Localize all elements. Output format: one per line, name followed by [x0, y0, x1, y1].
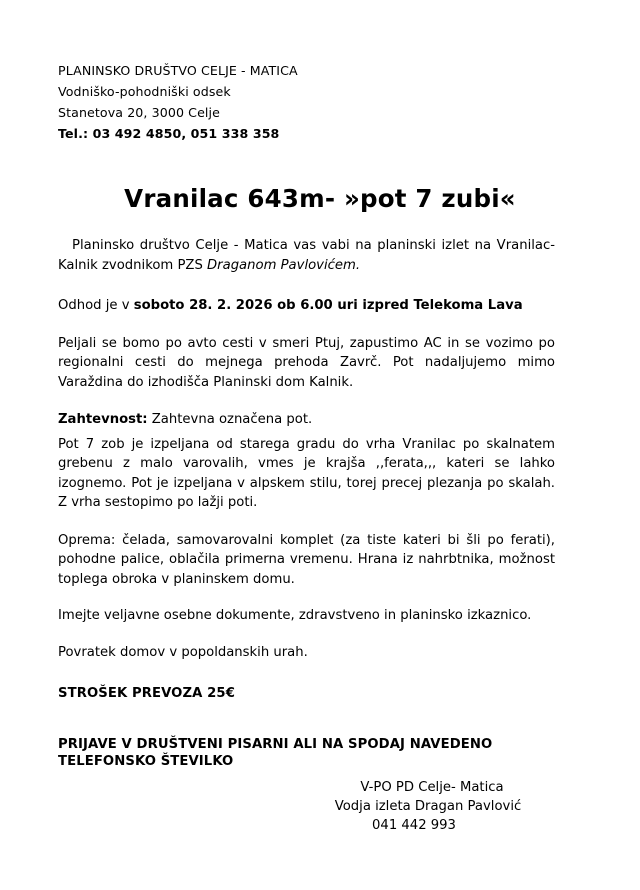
document-body [58, 236, 555, 771]
description-paragraph: Pot 7 zob je izpeljana od starega gradu do vrha Vranilac po skalnatem grebenu z malo varovalih, vmes je krajša ,,ferata,,, kateri se lahko izognemo. Pot je izpeljana v alpskem stilu, torej precej plezanja po skalah. Z vrha sestopimo po lažji poti. [58, 436, 555, 510]
departure-prefix: Odhod je v [58, 298, 134, 313]
intro-text: Planinsko društvo Celje - Matica vas vabi na planinski izlet na Vranilac-Kalnik zvodnikom PZS [58, 238, 555, 273]
signature-leader: Vodja izleta Dragan Pavlović [334, 799, 522, 814]
route-paragraph: Peljali se bomo po avto cesti v smeri Ptuj, zapustimo AC in se vozimo po regionalni cesti do mejnega prehoda Zavrč. Pot nadaljujemo mimo Varaždina do izhodišča Planinski dom Kalnik. [58, 335, 555, 390]
return-paragraph: Povratek domov v popoldanskih urah. [58, 644, 308, 660]
page-title: Vranilac 643m- »pot 7 zubi« [124, 184, 516, 213]
intro-paragraph [58, 236, 555, 275]
difficulty-value: Zahtevna označena pot. [147, 412, 313, 427]
departure-paragraph [58, 296, 555, 316]
letterhead [58, 60, 558, 144]
difficulty-paragraph [58, 410, 555, 430]
signature-block [300, 778, 560, 835]
phone-line: Tel.: 03 492 4850, 051 338 358 [58, 126, 280, 141]
equipment-paragraph: Oprema: čelada, samovarovalni komplet (za tiste kateri bi šli po ferati), pohodne palice, oblačila primerna vremenu. Hrana iz nahrbtnika, možnost toplega obroka v planinskem domu. [58, 532, 555, 587]
guide-name: Draganom Pavlovićem. [207, 257, 361, 273]
signature-role: V-PO PD Celje- Matica [360, 780, 504, 795]
departure-details: soboto 28. 2. 2026 ob 6.00 uri izpred Telekoma Lava [133, 298, 523, 313]
organization-name: PLANINSKO DRUŠTVO CELJE - MATICA [58, 63, 298, 78]
signature-phone: 041 442 993 [372, 818, 456, 833]
difficulty-label: Zahtevnost: [58, 412, 148, 427]
section-name: Vodniško-pohodniški odsek [58, 84, 231, 99]
documents-paragraph: Imejte veljavne osebne dokumente, zdravstveno in planinsko izkaznico. [58, 608, 532, 623]
applications-line-1: PRIJAVE V DRUŠTVENI PISARNI ALI NA SPODAJ NAVEDENO [58, 736, 493, 752]
address: Stanetova 20, 3000 Celje [58, 105, 220, 120]
price-line: STROŠEK PREVOZA 25€ [58, 686, 235, 701]
applications-line-2: TELEFONSKO ŠTEVILKO [58, 754, 234, 769]
